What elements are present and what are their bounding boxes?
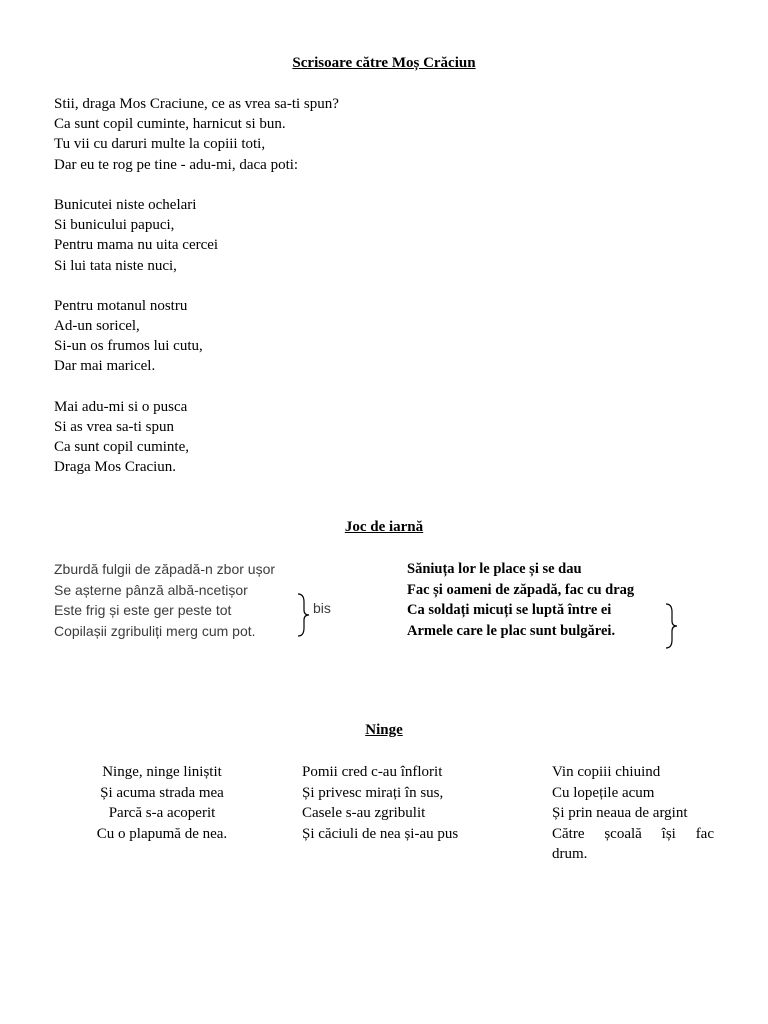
letter-poem [54,94,339,498]
poem-line: Și acuma strada mea [100,784,224,801]
poem-word: Către [552,825,585,842]
stanza-1 [54,94,339,175]
stanza-2 [54,195,339,276]
poem-line: Ad-un soricel, [54,318,140,335]
poem-line: Si lui tata niste nuci, [54,257,177,274]
poem-line: Copilașii zgribuliți merg cum pot. [54,622,256,639]
poem-word: fac [695,825,714,842]
poem-line: Casele s-au zgribulit [302,805,426,821]
poem-line: Săniuța lor le place și se dau [407,561,582,577]
poem-line: Si bunicului papuci, [54,217,175,234]
poem-line: Dar mai maricel. [54,358,156,375]
poem-line: Si-un os frumos lui cutu, [54,338,203,355]
poem-line: Ninge, ninge liniștit [102,764,222,780]
winter-game-right-column [407,559,634,641]
snow-column-2 [302,762,458,844]
curly-brace-icon [296,592,312,638]
bis-label: bis [313,600,331,616]
snow-title: Ninge [365,722,403,738]
stanza-4 [54,397,339,478]
poem-line: Mai adu-mi si o pusca [54,398,188,415]
poem-line: Vin copiii chiuind [552,764,661,780]
poem-line: Se așterne pânză albă-ncetișor [54,581,248,598]
snow-column-1 [72,762,252,844]
poem-line: Ca sunt copil cuminte, harnicut si bun. [54,116,286,133]
poem-line: Fac și oameni de zăpadă, fac cu drag [407,581,635,598]
poem-line: Pomii cred c-au înflorit [302,764,443,780]
poem-line: Și căciuli de nea și-au pus [302,825,459,842]
stanza-3 [54,296,339,377]
poem-line: Pentru mama nu uita cercei [54,237,219,254]
poem-line: Bunicutei niste ochelari [54,196,197,213]
poem-line: Ca sunt copil cuminte, [54,439,189,456]
poem-line: drum. [552,846,588,862]
poem-line: Armele care le plac sunt bulgărei. [407,622,616,639]
poem-line: Cu o plapumă de nea. [96,825,228,842]
poem-line: Draga Mos Craciun. [54,459,177,476]
winter-game-left-column [54,559,275,641]
curly-brace-icon [664,602,680,650]
poem-line-justified [552,824,714,845]
poem-line: Tu vii cu daruri multe la copiii toti, [54,136,266,153]
letter-title: Scrisoare către Moș Crăciun [292,55,476,71]
poem-line: Pentru motanul nostru [54,297,188,314]
poem-word: școală [604,825,642,842]
poem-line: Stii, draga Mos Craciune, ce as vrea sa-ti spun? [54,96,339,112]
poem-line: Ca soldați micuți se luptă între ei [407,602,612,618]
winter-game-title: Joc de iarnă [344,519,424,535]
poem-line: Și privesc mirați în sus, [302,784,444,801]
poem-line: Parcă s-a acoperit [108,805,216,821]
poem-line: Si as vrea sa-ti spun [54,419,174,435]
poem-word: își [661,825,676,842]
poem-line: Zburdă fulgii de zăpadă-n zbor ușor [54,561,276,577]
poem-line: Dar eu te rog pe tine - adu-mi, daca poti: [54,156,299,173]
poem-line: Este frig și este ger peste tot [54,602,232,618]
snow-column-3 [552,762,714,865]
poem-line: Cu lopețile acum [552,784,655,801]
poem-line: Și prin neaua de argint [552,805,688,821]
